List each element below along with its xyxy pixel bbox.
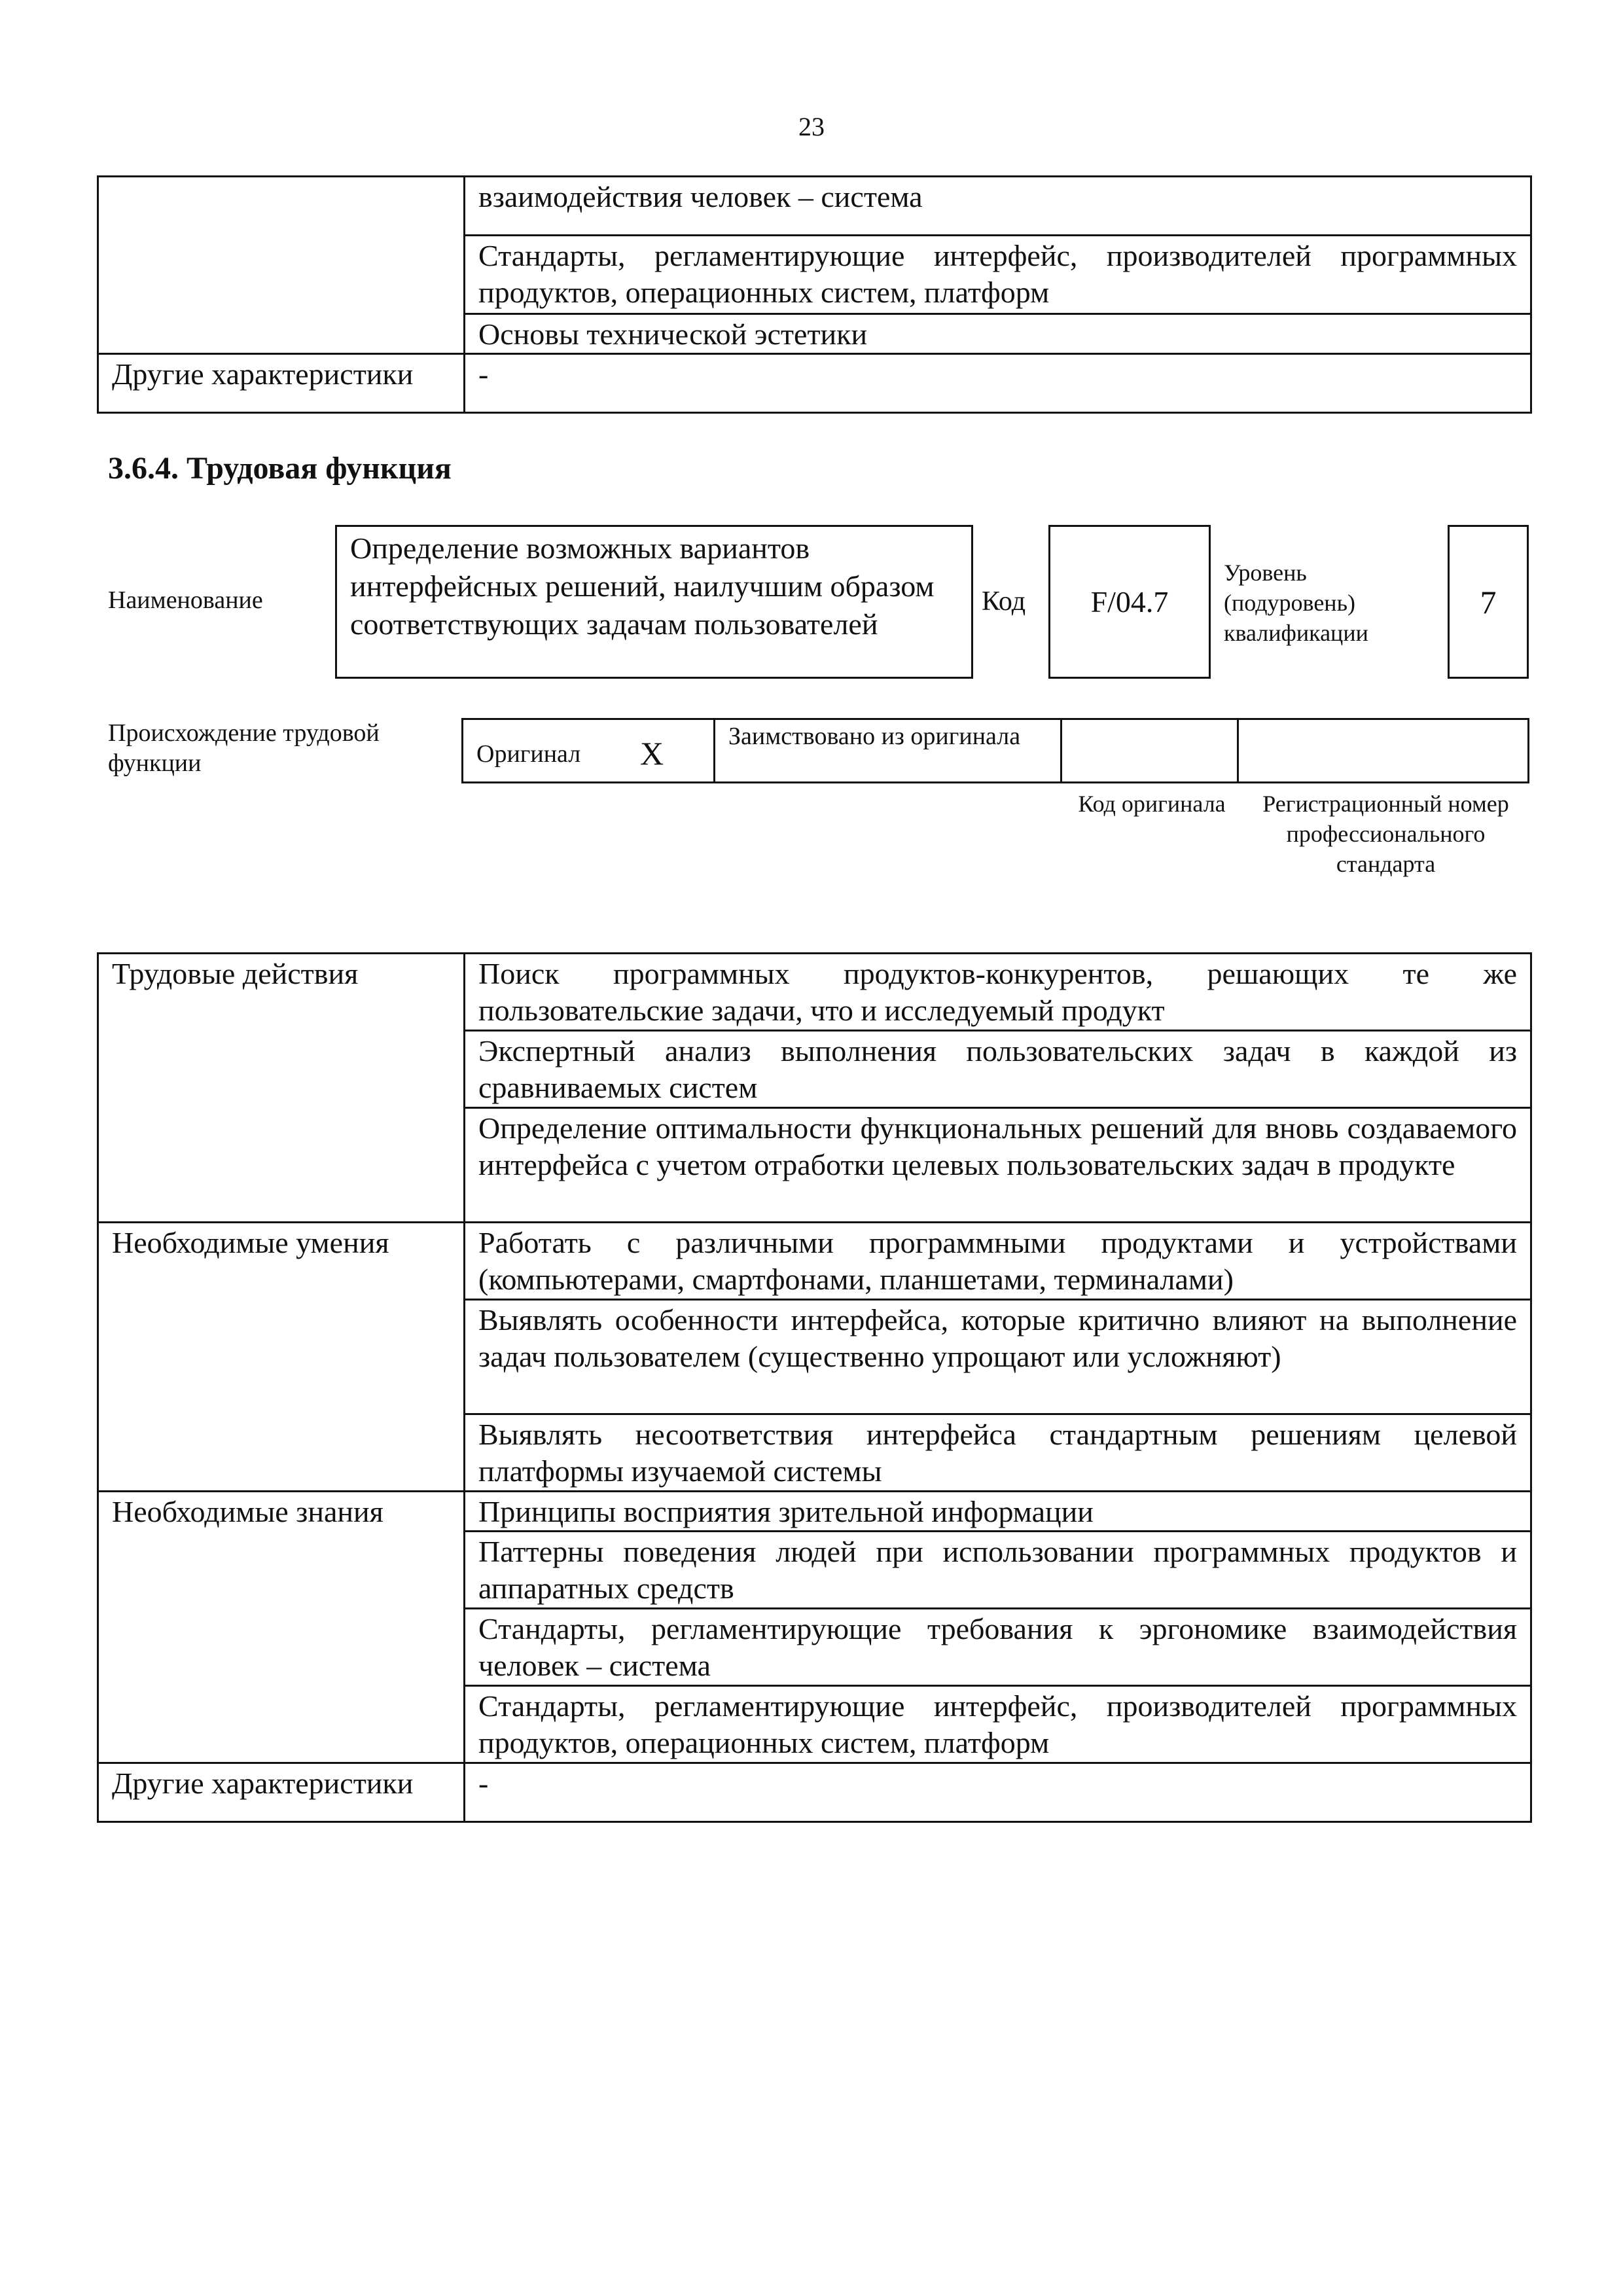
section-heading: 3.6.4. Трудовая функция [108,451,452,486]
reg-number-caption: Регистрационный номер профессионального стандарта [1262,791,1509,877]
table-cell: Стандарты, регламентирующие требования к эргономике взаимодействия человек – система [465,1609,1531,1686]
table-cell: Стандарты, регламентирующие интерфейс, производителей программных продуктов, операционных систем, платформ [465,1686,1531,1763]
code-label: Код [982,586,1026,617]
table-cell: Выявлять особенности интерфейса, которые критично влияют на выполнение задач пользователем (существенно упрощают или усложняют) [465,1300,1531,1414]
original-label: Оригинал [476,740,581,768]
main-table [97,952,1532,1823]
table-cell: Выявлять несоответствия интерфейса стандартным решениям целевой платформы изучаемой системы [465,1414,1531,1492]
top-table-cell: Стандарты, регламентирующие интерфейс, производителей программных продуктов, операционных систем, платформ [465,236,1531,314]
table-cell: Экспертный анализ выполнения пользовательских задач в каждой из сравниваемых систем [465,1031,1531,1108]
origin-label: Происхождение трудовой функции [108,719,380,777]
group-label-knowledge: Необходимые знания [98,1492,465,1763]
top-table-cell: взаимодействия человек – система [465,177,1531,236]
top-table [97,175,1532,414]
top-table-label-cell [98,177,465,354]
original-cell [463,720,715,781]
group-label-skills: Необходимые умения [98,1223,465,1492]
table-cell: Определение оптимальности функциональных решений для вновь создаваемого интерфейса с учетом отработки целевых пользовательских задач в продукте [465,1108,1531,1223]
name-label: Наименование [108,586,263,614]
name-value-box: Определение возможных вариантов интерфейсных решений, наилучшим образом соответствующих задачам пользователей [335,525,973,679]
code-original-caption: Код оригинала [1078,791,1226,817]
borrowed-cell [715,720,1062,781]
table-cell: - [465,1763,1531,1822]
top-table-cell: - [465,354,1531,413]
borrowed-label: Заимствовано из оригинала [728,723,1021,750]
table-cell: Работать с различными программными продуктами и устройствами (компьютерами, смартфонами, планшетами, терминалами) [465,1223,1531,1300]
group-label-labor-actions: Трудовые действия [98,954,465,1223]
origin-row [461,718,1529,783]
table-cell: Поиск программных продуктов-конкурентов, решающих те же пользовательские задачи, что и исследуемый продукт [465,954,1531,1031]
original-mark: X [640,735,664,772]
group-label-other: Другие характеристики [98,1763,465,1822]
level-label: Уровень (подуровень) квалификации [1224,560,1368,646]
page-number: 23 [798,112,825,141]
top-table-cell: Основы технической эстетики [465,314,1531,354]
table-cell: Принципы восприятия зрительной информации [465,1492,1531,1532]
code-value-box: F/04.7 [1048,525,1211,679]
top-table-label: Другие характеристики [98,354,465,413]
code-original-cell [1062,720,1239,781]
level-value-box: 7 [1448,525,1529,679]
table-cell: Паттерны поведения людей при использовании программных продуктов и аппаратных средств [465,1532,1531,1609]
